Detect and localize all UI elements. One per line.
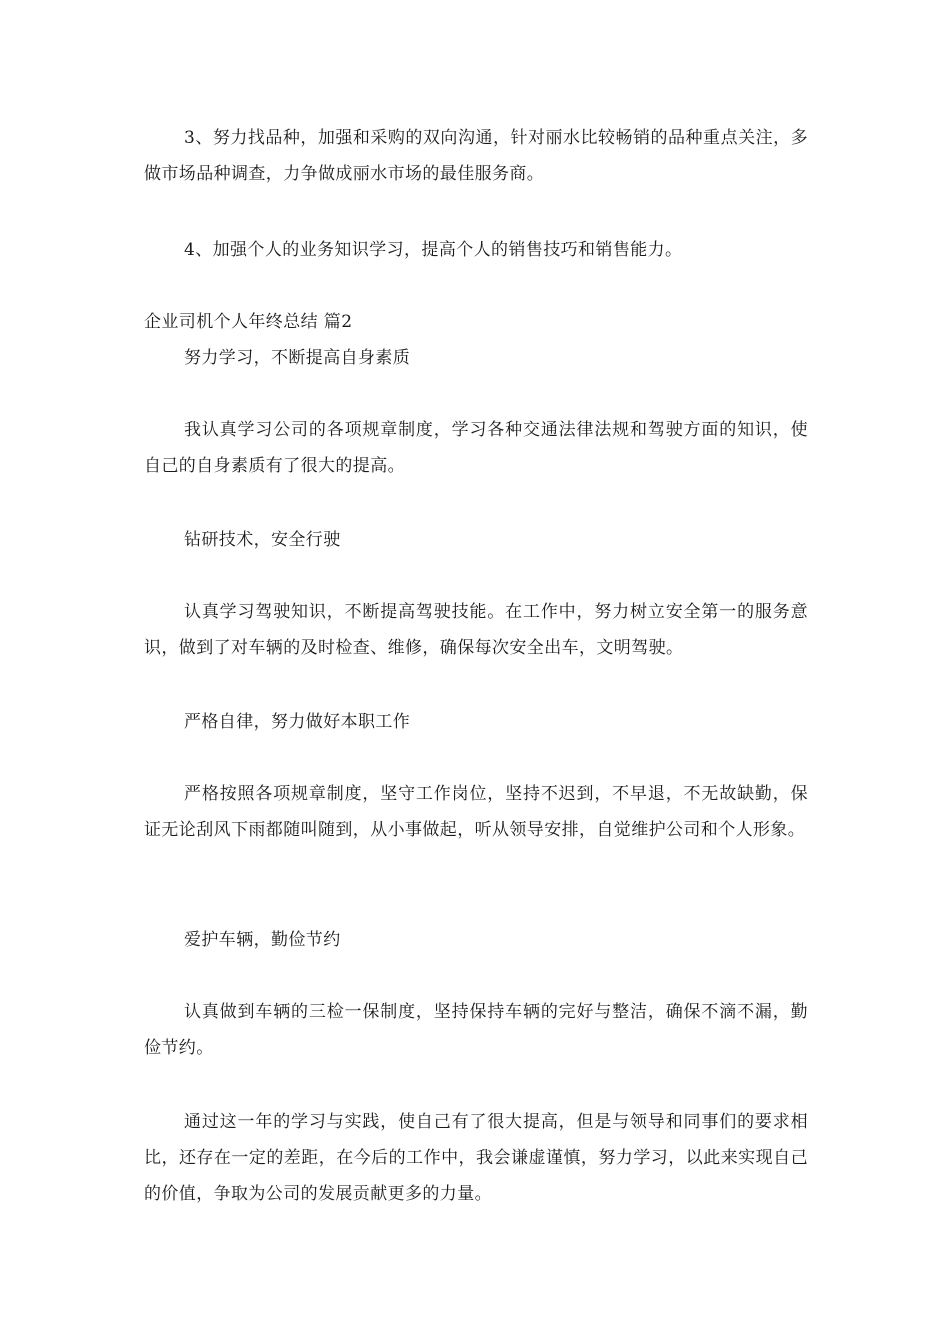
paragraph-study: 我认真学习公司的各项规章制度，学习各种交通法律法规和驾驶方面的知识，使自己的自身素质有了很大的提高。 [144, 420, 808, 476]
paragraph-vehicle-care: 认真做到车辆的三检一保制度，坚持保持车辆的完好与整洁，确保不滴不漏，勤俭节约。 [144, 1002, 808, 1058]
subheading-technique: 钻研技术，安全行驶 [184, 530, 341, 550]
paragraph-technique: 认真学习驾驶知识，不断提高驾驶技能。在工作中，努力树立安全第一的服务意识，做到了对车辆的及时检查、维修，确保每次安全出车，文明驾驶。 [144, 602, 808, 658]
paragraph-discipline: 严格按照各项规章制度，坚守工作岗位，坚持不迟到，不早退，不无故缺勤，保证无论刮风下雨都随叫随到，从小事做起，听从领导安排，自觉维护公司和个人形象。 [144, 784, 808, 840]
paragraph-conclusion: 通过这一年的学习与实践，使自己有了很大提高，但是与领导和同事们的要求相比，还存在一定的差距，在今后的工作中，我会谦虚谨慎，努力学习，以此来实现自己的价值，争取为公司的发展贡献更多的力量。 [144, 1112, 808, 1204]
paragraph-item-3: 3、努力找品种，加强和采购的双向沟通，针对丽水比较畅销的品种重点关注，多做市场品种调查，力争做成丽水市场的最佳服务商。 [144, 128, 808, 184]
subheading-study: 努力学习，不断提高自身素质 [184, 348, 411, 368]
section-title: 企业司机个人年终总结 篇2 [144, 312, 353, 332]
subheading-discipline: 严格自律，努力做好本职工作 [184, 712, 411, 732]
subheading-vehicle-care: 爱护车辆，勤俭节约 [184, 930, 341, 950]
paragraph-item-4: 4、加强个人的业务知识学习，提高个人的销售技巧和销售能力。 [184, 240, 683, 260]
